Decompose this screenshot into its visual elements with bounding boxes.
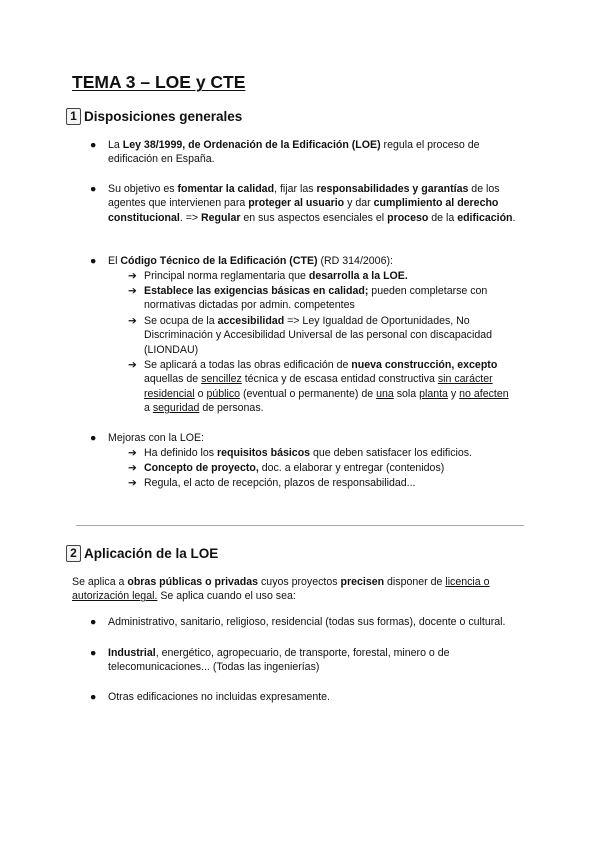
arrow-right-icon: ➔	[128, 447, 137, 459]
section-2-number: 2	[66, 545, 81, 562]
list-item-text: Otras edificaciones no incluidas expresamente.	[108, 691, 330, 703]
arrow-right-icon: ➔	[128, 359, 137, 371]
page-title: TEMA 3 – LOE y CTE	[72, 72, 246, 92]
list-item-text: La Ley 38/1999, de Ordenación de la Edificación (LOE) regula el proceso de edificación en España.	[108, 139, 480, 166]
sub-list-item-text: Ha definido los requisitos básicos que deben satisfacer los edificios.	[144, 447, 473, 459]
arrow-right-icon: ➔	[128, 285, 137, 297]
section-1-heading	[66, 108, 242, 125]
bullet-icon: ●	[90, 255, 97, 267]
list-item-text: Administrativo, sanitario, religioso, residencial (todas sus formas), docente o cultural.	[108, 616, 506, 628]
bullet-icon: ●	[90, 691, 97, 703]
sub-list-item-text: Regula, el acto de recepción, plazos de responsabilidad...	[144, 477, 416, 489]
section-2-heading	[66, 545, 218, 562]
bullet-icon: ●	[90, 647, 97, 659]
list-item-text: Su objetivo es fomentar la calidad, fijar las responsabilidades y garantías de los agentes que intervienen para proteger al usuario y dar cumplimiento al derecho constitucional. => Regular en sus aspectos esenciales el proceso de la edificación.	[108, 183, 516, 224]
bullet-icon: ●	[90, 183, 97, 195]
list-item-text: Mejoras con la LOE:	[108, 432, 204, 444]
arrow-right-icon: ➔	[128, 477, 137, 489]
sub-list-item-text: Se aplicará a todas las obras edificación de nueva construcción, excepto aquellas de sencillez técnica y de escasa entidad constructiva sin carácter residencial o público (eventual o permanente) de una sola planta y no afecten a seguridad de personas.	[144, 359, 509, 415]
arrow-right-icon: ➔	[128, 462, 137, 474]
sub-list-item-text: Se ocupa de la accesibilidad => Ley Igualdad de Oportunidades, No Discriminación y Accesibilidad Universal de las personal con discapacidad (LIONDAU)	[144, 315, 493, 356]
section-2-title: Aplicación de la LOE	[84, 546, 219, 561]
bullet-icon: ●	[90, 616, 97, 628]
section-1-title: Disposiciones generales	[84, 109, 243, 124]
list-item-text: El Código Técnico de la Edificación (CTE) (RD 314/2006):	[108, 255, 393, 267]
sub-list-item-text: Principal norma reglamentaria que desarrolla a la LOE.	[144, 270, 408, 282]
section-1-number: 1	[66, 108, 81, 125]
bullet-icon: ●	[90, 139, 97, 151]
bullet-icon: ●	[90, 432, 97, 444]
arrow-right-icon: ➔	[128, 270, 137, 282]
sub-list-item-text: Concepto de proyecto, doc. a elaborar y entregar (contenidos)	[144, 462, 445, 474]
section-divider	[76, 525, 524, 526]
arrow-right-icon: ➔	[128, 315, 137, 327]
section-2-intro: Se aplica a obras públicas o privadas cuyos proyectos precisen disponer de licencia o autorización legal. Se aplica cuando el uso sea:	[72, 576, 490, 603]
list-item-text: Industrial, energético, agropecuario, de transporte, forestal, minero o de telecomunicaciones... (Todas las ingenierías)	[108, 647, 450, 674]
sub-list-item-text: Establece las exigencias básicas en calidad; pueden completarse con normativas dictadas por admin. competentes	[144, 285, 488, 312]
